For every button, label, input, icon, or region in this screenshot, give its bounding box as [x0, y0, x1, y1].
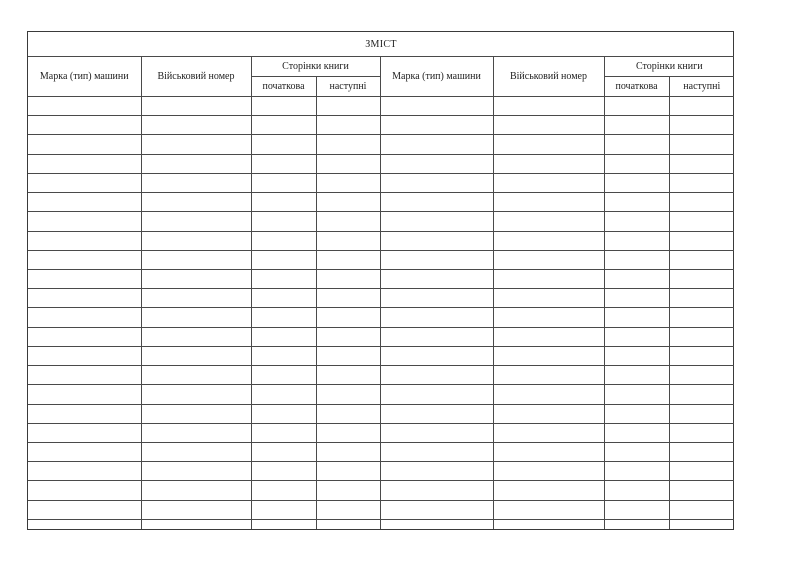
- table-cell: [604, 327, 669, 346]
- table-row: [28, 462, 734, 481]
- table-cell: [604, 404, 669, 423]
- table-cell: [316, 289, 380, 308]
- table-cell: [316, 135, 380, 154]
- table-cell: [316, 97, 380, 116]
- table-cell: [316, 193, 380, 212]
- table-cell: [251, 462, 316, 481]
- table-cell: [493, 442, 604, 461]
- table-cell: [251, 289, 316, 308]
- table-cell: [669, 385, 734, 404]
- table-cell: [316, 481, 380, 500]
- table-cell: [604, 366, 669, 385]
- table-cell: [141, 423, 251, 442]
- table-cell: [493, 135, 604, 154]
- table-cell: [380, 212, 493, 231]
- table-cell: [28, 97, 141, 116]
- table-cell: [669, 116, 734, 135]
- table-cell: [380, 173, 493, 192]
- table-cell: [493, 385, 604, 404]
- table-cell: [669, 231, 734, 250]
- table-cell: [141, 327, 251, 346]
- table-cell: [28, 385, 141, 404]
- table-cell: [28, 519, 141, 529]
- table-cell: [141, 116, 251, 135]
- table-cell: [604, 308, 669, 327]
- table-cell: [141, 250, 251, 269]
- table-cell: [141, 481, 251, 500]
- table-cell: [251, 212, 316, 231]
- table-cell: [493, 289, 604, 308]
- table-cell: [604, 116, 669, 135]
- table-cell: [251, 423, 316, 442]
- table-cell: [28, 308, 141, 327]
- table-cell: [28, 462, 141, 481]
- table-cell: [493, 423, 604, 442]
- table-cell: [28, 231, 141, 250]
- table-cell: [141, 308, 251, 327]
- table-cell: [604, 173, 669, 192]
- header-initial-page-left: початкова: [251, 77, 316, 97]
- table-row: [28, 308, 734, 327]
- table-cell: [251, 327, 316, 346]
- table-cell: [380, 327, 493, 346]
- table-cell: [669, 173, 734, 192]
- table-cell: [251, 250, 316, 269]
- table-cell: [604, 250, 669, 269]
- header-military-number-right: Військовий номер: [493, 57, 604, 97]
- table-cell: [380, 231, 493, 250]
- table-cell: [251, 500, 316, 519]
- table-cell: [28, 500, 141, 519]
- table-cell: [493, 231, 604, 250]
- table-cell: [251, 173, 316, 192]
- table-cell: [316, 269, 380, 288]
- table-cell: [316, 519, 380, 529]
- table-cell: [141, 231, 251, 250]
- table-cell: [28, 135, 141, 154]
- table-cell: [604, 135, 669, 154]
- table-cell: [380, 135, 493, 154]
- table-cell: [28, 366, 141, 385]
- table-cell: [669, 327, 734, 346]
- table-cell: [141, 269, 251, 288]
- table-cell: [380, 442, 493, 461]
- table-cell: [380, 500, 493, 519]
- table-cell: [28, 269, 141, 288]
- table-cell: [316, 173, 380, 192]
- table-cell: [493, 481, 604, 500]
- table-row: [28, 173, 734, 192]
- table-cell: [604, 462, 669, 481]
- table-cell: [28, 481, 141, 500]
- table-cell: [380, 385, 493, 404]
- table-cell: [493, 97, 604, 116]
- table-cell: [251, 135, 316, 154]
- table-cell: [28, 289, 141, 308]
- table-cell: [380, 97, 493, 116]
- table-cell: [493, 308, 604, 327]
- table-cell: [493, 116, 604, 135]
- table-cell: [669, 154, 734, 173]
- header-book-pages-left: Сторінки книги: [251, 57, 380, 77]
- table-cell: [493, 519, 604, 529]
- table-cell: [316, 327, 380, 346]
- table-cell: [251, 308, 316, 327]
- contents-sheet: [27, 31, 734, 530]
- table-cell: [380, 289, 493, 308]
- table-cell: [669, 481, 734, 500]
- table-cell: [604, 212, 669, 231]
- table-cell: [380, 154, 493, 173]
- table-cell: [604, 423, 669, 442]
- table-cell: [669, 308, 734, 327]
- table-cell: [251, 154, 316, 173]
- table-cell: [380, 423, 493, 442]
- table-row: [28, 193, 734, 212]
- table-cell: [493, 404, 604, 423]
- table-cell: [493, 346, 604, 365]
- header-brand-type-left: Марка (тип) машини: [28, 57, 141, 97]
- header-next-pages-right: наступні: [669, 77, 734, 97]
- table-row: [28, 135, 734, 154]
- table-cell: [28, 423, 141, 442]
- table-cell: [380, 269, 493, 288]
- table-row: [28, 481, 734, 500]
- table-row: [28, 519, 734, 529]
- table-cell: [604, 154, 669, 173]
- table-cell: [493, 500, 604, 519]
- table-cell: [493, 366, 604, 385]
- table-cell: [316, 116, 380, 135]
- table-cell: [251, 519, 316, 529]
- table-cell: [316, 250, 380, 269]
- contents-table: [28, 32, 734, 529]
- table-row: [28, 154, 734, 173]
- table-cell: [604, 481, 669, 500]
- table-cell: [141, 442, 251, 461]
- table-title: ЗМІСТ: [28, 32, 734, 57]
- table-cell: [669, 500, 734, 519]
- table-cell: [493, 154, 604, 173]
- table-cell: [669, 519, 734, 529]
- table-cell: [380, 250, 493, 269]
- table-cell: [28, 346, 141, 365]
- table-cell: [669, 97, 734, 116]
- table-cell: [669, 423, 734, 442]
- table-cell: [316, 385, 380, 404]
- table-cell: [493, 462, 604, 481]
- table-cell: [604, 519, 669, 529]
- table-cell: [251, 269, 316, 288]
- table-cell: [251, 346, 316, 365]
- table-cell: [251, 193, 316, 212]
- header-book-pages-right: Сторінки книги: [604, 57, 734, 77]
- table-cell: [28, 250, 141, 269]
- table-row: [28, 327, 734, 346]
- table-cell: [141, 135, 251, 154]
- table-cell: [141, 173, 251, 192]
- table-cell: [669, 346, 734, 365]
- table-cell: [251, 116, 316, 135]
- table-cell: [28, 116, 141, 135]
- table-cell: [380, 404, 493, 423]
- table-cell: [604, 97, 669, 116]
- table-cell: [28, 404, 141, 423]
- header-next-pages-left: наступні: [316, 77, 380, 97]
- table-row: [28, 212, 734, 231]
- table-row: [28, 423, 734, 442]
- table-row: [28, 366, 734, 385]
- table-cell: [141, 346, 251, 365]
- table-cell: [28, 154, 141, 173]
- table-cell: [28, 212, 141, 231]
- table-cell: [316, 442, 380, 461]
- table-cell: [141, 404, 251, 423]
- table-cell: [669, 250, 734, 269]
- table-cell: [28, 173, 141, 192]
- table-cell: [380, 308, 493, 327]
- table-cell: [251, 366, 316, 385]
- table-cell: [493, 193, 604, 212]
- table-cell: [380, 481, 493, 500]
- table-cell: [141, 212, 251, 231]
- table-cell: [669, 269, 734, 288]
- table-cell: [669, 366, 734, 385]
- table-cell: [493, 173, 604, 192]
- table-cell: [251, 481, 316, 500]
- table-row: [28, 250, 734, 269]
- table-cell: [141, 154, 251, 173]
- table-row: [28, 442, 734, 461]
- table-cell: [141, 519, 251, 529]
- table-cell: [669, 442, 734, 461]
- table-cell: [141, 193, 251, 212]
- table-cell: [316, 500, 380, 519]
- table-cell: [604, 193, 669, 212]
- table-cell: [28, 193, 141, 212]
- table-row: [28, 289, 734, 308]
- table-cell: [316, 404, 380, 423]
- table-row: [28, 97, 734, 116]
- table-cell: [669, 404, 734, 423]
- table-cell: [316, 308, 380, 327]
- table-cell: [493, 269, 604, 288]
- table-cell: [141, 289, 251, 308]
- header-military-number-left: Військовий номер: [141, 57, 251, 97]
- table-cell: [316, 462, 380, 481]
- table-cell: [493, 327, 604, 346]
- table-cell: [28, 442, 141, 461]
- table-cell: [669, 135, 734, 154]
- table-row: [28, 500, 734, 519]
- table-cell: [669, 462, 734, 481]
- table-cell: [604, 385, 669, 404]
- table-cell: [251, 385, 316, 404]
- table-cell: [251, 97, 316, 116]
- table-cell: [380, 519, 493, 529]
- table-row: [28, 231, 734, 250]
- header-brand-type-right: Марка (тип) машини: [380, 57, 493, 97]
- table-cell: [316, 231, 380, 250]
- table-row: [28, 404, 734, 423]
- table-cell: [380, 193, 493, 212]
- table-cell: [316, 423, 380, 442]
- table-cell: [669, 193, 734, 212]
- table-cell: [380, 116, 493, 135]
- table-cell: [141, 366, 251, 385]
- table-cell: [604, 346, 669, 365]
- table-cell: [141, 462, 251, 481]
- table-cell: [28, 327, 141, 346]
- table-cell: [604, 500, 669, 519]
- table-cell: [251, 231, 316, 250]
- table-cell: [669, 289, 734, 308]
- table-cell: [141, 385, 251, 404]
- table-cell: [316, 366, 380, 385]
- table-body: [28, 97, 734, 530]
- table-cell: [316, 154, 380, 173]
- table-cell: [493, 250, 604, 269]
- table-cell: [316, 346, 380, 365]
- table-cell: [380, 366, 493, 385]
- table-cell: [604, 269, 669, 288]
- table-row: [28, 116, 734, 135]
- table-cell: [604, 442, 669, 461]
- table-cell: [380, 462, 493, 481]
- table-cell: [493, 212, 604, 231]
- table-cell: [669, 212, 734, 231]
- table-cell: [604, 231, 669, 250]
- table-cell: [141, 97, 251, 116]
- table-row: [28, 269, 734, 288]
- table-cell: [316, 212, 380, 231]
- header-initial-page-right: початкова: [604, 77, 669, 97]
- table-row: [28, 385, 734, 404]
- table-cell: [251, 404, 316, 423]
- table-cell: [141, 500, 251, 519]
- table-row: [28, 346, 734, 365]
- table-cell: [251, 442, 316, 461]
- table-cell: [604, 289, 669, 308]
- table-cell: [380, 346, 493, 365]
